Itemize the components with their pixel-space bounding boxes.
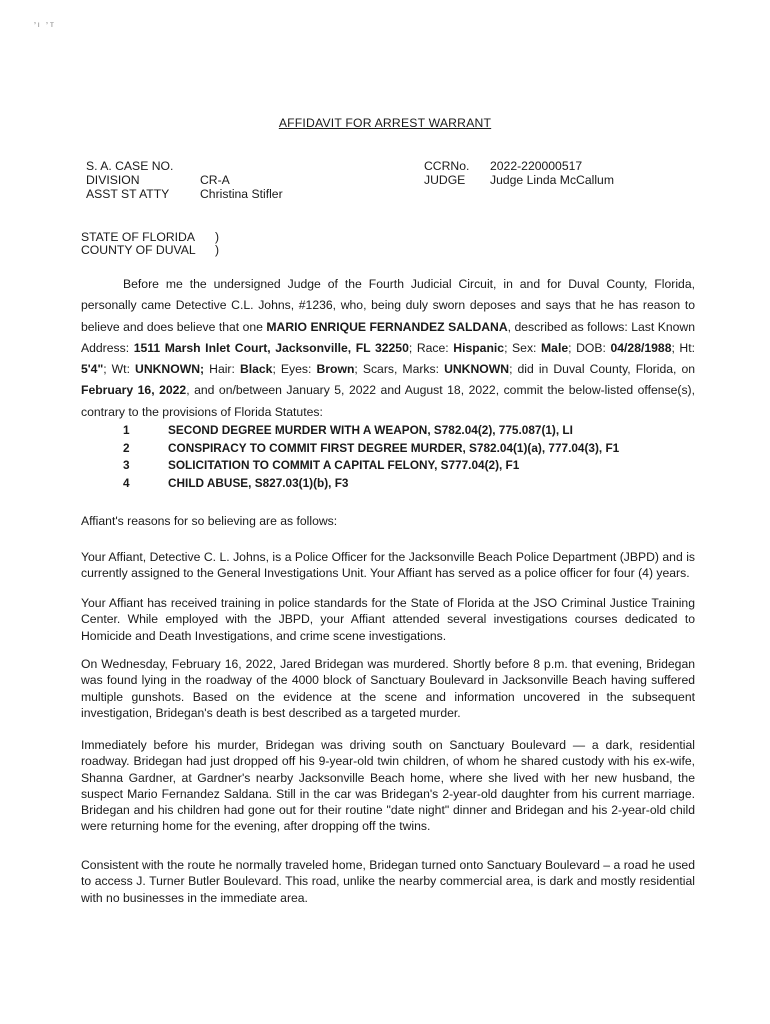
- offense-date: February 16, 2022: [81, 383, 187, 398]
- intro-text: , described as follows: Last Known Address:: [81, 319, 695, 355]
- venue-block: [81, 231, 219, 257]
- training-paragraph: Your Affiant has received training in police standards for the State of Florida at the JSO Criminal Justice Training Center. While employed with the JBPD, your Affiant attended several investigations courses dedicated to Homicide and Death Investigations, and crime scene investigations.: [81, 596, 695, 643]
- offense-text: SECOND DEGREE MURDER WITH A WEAPON, S782.04(2), 775.087(1), LI: [168, 423, 573, 437]
- intro-text: ; Scars, Marks:: [354, 362, 445, 377]
- case-label: S. A. CASE NO.: [86, 159, 174, 173]
- suspect-address: 1511 Marsh Inlet Court, Jacksonville, FL 32250: [133, 340, 409, 355]
- intro-paragraph: [81, 274, 695, 423]
- case-label: ASST ST ATTY: [86, 187, 170, 201]
- intro-text: ; Ht:: [671, 340, 696, 355]
- case-row: [86, 188, 283, 202]
- case-value: 2022-220000517: [490, 159, 583, 173]
- offense-text: SOLICITATION TO COMMIT A CAPITAL FELONY, S777.04(2), F1: [168, 458, 520, 472]
- suspect-hair: Black: [239, 362, 273, 377]
- prior-events-paragraph: Immediately before his murder, Bridegan was driving south on Sanctuary Boulevard — a dark, residential roadway. Bridegan had just dropped off his 9-year-old twin children, of whom he shared custody with his ex-wife, Shanna Gardner, at Gardner's nearby Jacksonville Beach home, where she lived with her new husband, the suspect Mario Fernandez Saldana. Still in the car was Bridegan's 2-year-old daughter from his current marriage. Bridegan and his children had gone out for their routine "date night" dinner and Bridegan and his 2-year-old child were returning home for the evening, after dropping off the twins.: [81, 738, 695, 834]
- case-info-right: [424, 160, 614, 188]
- offense-number: 2: [123, 440, 130, 455]
- suspect-sex: Male: [541, 340, 569, 355]
- intro-text: ; DOB:: [568, 340, 611, 355]
- venue-label: COUNTY OF DUVAL: [81, 243, 196, 257]
- suspect-eyes: Brown: [316, 362, 355, 377]
- intro-text: Before me the undersigned Judge of the Fourth Judicial Circuit, in and for Duval County, Florida, personally came Detective C.L. Johns, #1236, who, being duly sworn deposes and says that he has reason to believe and does believe that one: [81, 277, 695, 334]
- intro-text: ; Wt:: [103, 362, 136, 377]
- intro-text: ; Eyes:: [272, 362, 317, 377]
- offense-text: CONSPIRACY TO COMMIT FIRST DEGREE MURDER, S782.04(1)(a), 777.04(3), F1: [168, 440, 620, 455]
- document-title: AFFIDAVIT FOR ARREST WARRANT: [278, 116, 492, 130]
- case-row: [424, 160, 614, 174]
- case-row: [86, 160, 283, 174]
- scan-marks: ʼᴵ ʼᵀ: [34, 21, 56, 31]
- reasons-heading: Affiant's reasons for so believing are as follows:: [81, 514, 338, 528]
- offense-number: 4: [123, 475, 130, 490]
- offense-list: [123, 425, 619, 495]
- case-label: DIVISION: [86, 173, 140, 187]
- intro-text: Hair:: [204, 362, 240, 377]
- case-value: Judge Linda McCallum: [490, 173, 614, 187]
- case-info-left: [86, 160, 283, 202]
- suspect-race: Hispanic: [453, 340, 505, 355]
- case-row: [86, 174, 283, 188]
- offense-text: CHILD ABUSE, S827.03(1)(b), F3: [168, 475, 349, 490]
- offense-item: [123, 475, 619, 496]
- suspect-height: 5'4": [81, 362, 104, 377]
- case-value: Christina Stifler: [200, 187, 283, 201]
- offense-number: 1: [123, 423, 130, 437]
- route-paragraph: Consistent with the route he normally traveled home, Bridegan turned onto Sanctuary Boulevard – a road he used to access J. Turner Butler Boulevard. This road, unlike the nearby commercial area, is dark and mostly residential with no businesses in the immediate area.: [81, 858, 695, 905]
- intro-text: ; Race:: [408, 340, 454, 355]
- intro-text: , and on/between January 5, 2022 and August 18, 2022, commit the below-listed offense(s), contrary to the provisions of Florida Statutes:: [81, 383, 695, 419]
- affiant-paragraph: Your Affiant, Detective C. L. Johns, is a Police Officer for the Jacksonville Beach Police Department (JBPD) and is currently assigned to the General Investigations Unit. Your Affiant has served as a police officer for four (4) years.: [81, 550, 695, 581]
- suspect-dob: 04/28/1988: [610, 340, 672, 355]
- intro-text: ; Sex:: [504, 340, 542, 355]
- venue-bracket: ): [215, 230, 220, 244]
- suspect-weight: UNKNOWN;: [135, 362, 205, 377]
- venue-bracket: ): [215, 243, 220, 257]
- venue-label: STATE OF FLORIDA: [81, 230, 195, 244]
- suspect-scars: UNKNOWN: [444, 362, 510, 377]
- case-row: [424, 174, 614, 188]
- case-label: JUDGE: [424, 173, 466, 187]
- venue-row: [81, 244, 219, 257]
- case-label: CCRNo.: [424, 159, 470, 173]
- intro-text: ; did in Duval County, Florida, on: [509, 362, 696, 377]
- case-value: CR-A: [200, 173, 230, 187]
- offense-number: 3: [123, 458, 130, 472]
- murder-paragraph: On Wednesday, February 16, 2022, Jared Bridegan was murdered. Shortly before 8 p.m. that evening, Bridegan was found lying in the roadway of the 4000 block of Sanctuary Boulevard in Jacksonville Beach having suffered multiple gunshots. Based on the evidence at the scene and information uncovered in the subsequent investigation, Bridegan's death is best described as a targeted murder.: [81, 657, 695, 720]
- suspect-name: MARIO ENRIQUE FERNANDEZ SALDANA: [266, 319, 508, 334]
